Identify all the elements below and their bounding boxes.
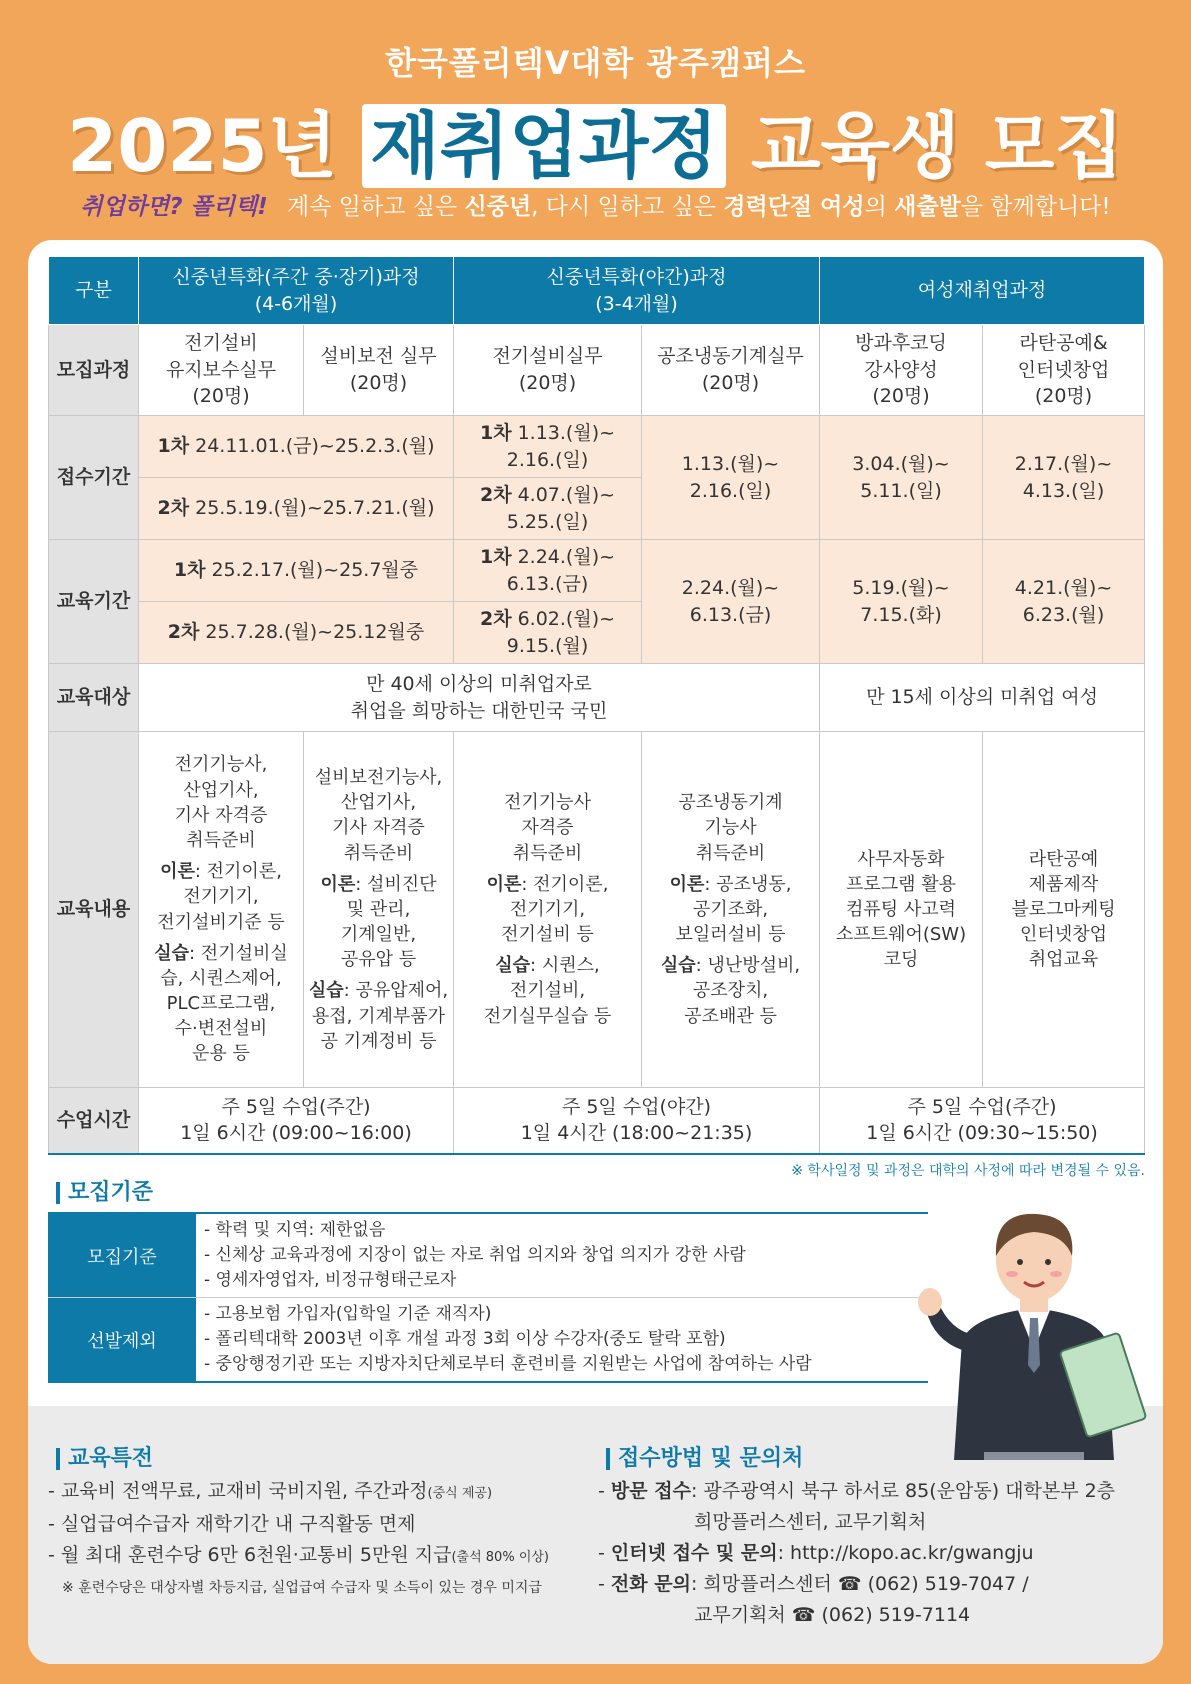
- hours-cell: 주 5일 수업(야간) 1일 4시간 (18:00~21:35): [454, 1088, 820, 1154]
- tagline-text: 계속 일하고 싶은: [287, 194, 465, 220]
- tagline-bold: 신중년: [464, 194, 532, 220]
- course-cell: 설비보전 실무 (20명): [304, 325, 454, 416]
- contact-visit-line2: 희망플러스센터, 교무기획처: [694, 1511, 927, 1533]
- table-row-reception: [49, 416, 1145, 478]
- benefit-item: - 월 최대 훈련수당 6만 6천원·교통비 5만원 지급(출석 80% 이상): [48, 1544, 550, 1566]
- course-cell: 라탄공예& 인터넷창업 (20명): [983, 325, 1145, 416]
- content-cell: 라탄공예 제품제작 블로그마케팅 인터넷창업 취업교육: [983, 732, 1145, 1088]
- row-label: 교육내용: [49, 732, 139, 1088]
- criteria-items: - 고용보험 가입자(입학일 기준 재직자) - 폴리텍대학 2003년 이후 개설 과정 3회 이상 수강자(중도 탈락 포함) - 중앙행정기관 또는 지방자치단체로부터 훈련비를 지원받는 사업에 참여하는 사람: [196, 1298, 928, 1383]
- group-header-day: 신중년특화(주간 중·장기)과정 (4-6개월): [139, 257, 454, 325]
- target-cell: 만 15세 이상의 미취업 여성: [820, 664, 1145, 732]
- criteria-table: [48, 1212, 928, 1383]
- row-label: 접수기간: [49, 416, 139, 540]
- date-cell: 2차 25.5.19.(월)~25.7.21.(월): [139, 478, 454, 540]
- criteria-row: [48, 1213, 928, 1298]
- criteria-items: - 학력 및 지역: 제한없음 - 신체상 교육과정에 지장이 없는 자로 취업 의지와 창업 의지가 강한 사람 - 영세자영업자, 비정규형태근로자: [204, 1220, 746, 1290]
- tagline-text: , 다시 일하고 싶은: [531, 194, 724, 220]
- group-header-night: 신중년특화(야간)과정 (3-4개월): [454, 257, 820, 325]
- target-cell: 만 40세 이상의 미취업자로 취업을 희망하는 대한민국 국민: [139, 664, 820, 732]
- main-title: [0, 88, 1191, 192]
- benefit-note: ※ 훈련수당은 대상자별 차등지급, 실업급여 수급자 및 소득이 있는 경우 미지급: [62, 1580, 542, 1596]
- criteria-label: 모집기준: [48, 1213, 196, 1298]
- content-cell: 공조냉동기계 기능사 취득준비 이론: 공조냉동, 공기조화, 보일러설비 등 실습: 냉난방설비, 공조장치, 공조배관 등: [642, 732, 820, 1088]
- course-cell: 방과후코딩 강사양성 (20명): [820, 325, 983, 416]
- date-cell: 3.04.(월)~ 5.11.(일): [820, 416, 983, 540]
- contact-list: [598, 1476, 1115, 1631]
- tagline-script: 취업하면? 폴리텍!: [80, 194, 268, 220]
- course-table: [48, 256, 1145, 1155]
- title-rest: 교육생 모집: [725, 104, 1124, 188]
- row-label: 교육기간: [49, 540, 139, 664]
- table-row-hours: [49, 1088, 1145, 1154]
- criteria-title: 모집기준: [56, 1182, 153, 1204]
- course-cell: 전기설비실무 (20명): [454, 325, 642, 416]
- benefit-item: - 실업급여수급자 재학기간 내 구직활동 면제: [48, 1513, 416, 1535]
- row-label: 수업시간: [49, 1088, 139, 1154]
- title-year: 2025년: [67, 104, 363, 188]
- hours-cell: 주 5일 수업(주간) 1일 6시간 (09:30~15:50): [820, 1088, 1145, 1154]
- date-cell: 2.17.(월)~ 4.13.(일): [983, 416, 1145, 540]
- content-cell: 전기기능사 자격증 취득준비 이론: 전기이론, 전기기기, 전기설비 등 실습: 시퀀스, 전기설비, 전기실무실습 등: [454, 732, 642, 1088]
- tagline-text: 을 함께합니다!: [960, 194, 1111, 220]
- row-label: 모집과정: [49, 325, 139, 416]
- benefit-item: - 교육비 전액무료, 교재비 국비지원, 주간과정(중식 제공): [48, 1480, 493, 1502]
- staff-character-illustration: [914, 1190, 1154, 1460]
- tagline-text: 의: [864, 194, 895, 220]
- content-cell: 사무자동화 프로그램 활용 컴퓨팅 사고력 소프트웨어(SW) 코딩: [820, 732, 983, 1088]
- table-row-courses: [49, 325, 1145, 416]
- criteria-row: [48, 1298, 928, 1383]
- benefits-title: 교육특전: [56, 1448, 153, 1470]
- date-cell: 2.24.(월)~ 6.13.(금): [642, 540, 820, 664]
- date-cell: 1차 1.13.(월)~ 2.16.(일): [454, 416, 642, 478]
- date-cell: 2차 6.02.(월)~ 9.15.(월): [454, 602, 642, 664]
- schedule-note: ※ 학사일정 및 과정은 대학의 사정에 따라 변경될 수 있음.: [791, 1163, 1145, 1179]
- row-label: 교육대상: [49, 664, 139, 732]
- course-cell: 공조냉동기계실무 (20명): [642, 325, 820, 416]
- contact-title: 접수방법 및 문의처: [606, 1448, 803, 1470]
- table-row-education: [49, 540, 1145, 602]
- poster-header: [0, 0, 1191, 240]
- content-card: [28, 240, 1163, 1664]
- date-cell: 1.13.(월)~ 2.16.(일): [642, 416, 820, 540]
- tagline: [0, 188, 1191, 221]
- contact-web[interactable]: - 인터넷 접수 및 문의: http://kopo.ac.kr/gwangju: [598, 1542, 1034, 1564]
- date-cell: 2차 4.07.(월)~ 5.25.(일): [454, 478, 642, 540]
- contact-visit: - 방문 접수: 광주광역시 북구 하서로 85(운암동) 대학본부 2층: [598, 1480, 1116, 1502]
- table-row-target: [49, 664, 1145, 732]
- group-header-women: 여성재취업과정: [820, 257, 1145, 325]
- date-cell: 1차 2.24.(월)~ 6.13.(금): [454, 540, 642, 602]
- content-cell: 설비보전기능사, 산업기사, 기사 자격증 취득준비 이론: 설비진단 및 관리, 기계일반, 공유압 등 실습: 공유압제어, 용접, 기계부품가 공 기계정비 등: [304, 732, 454, 1088]
- date-cell: 1차 24.11.01.(금)~25.2.3.(월): [139, 416, 454, 478]
- title-highlight: 재취업과정: [362, 104, 726, 188]
- benefits-list: [48, 1476, 549, 1604]
- date-cell: 5.19.(월)~ 7.15.(화): [820, 540, 983, 664]
- table-header-row: [49, 257, 1145, 325]
- date-cell: 2차 25.7.28.(월)~25.12월중: [139, 602, 454, 664]
- content-cell: 전기기능사, 산업기사, 기사 자격증 취득준비 이론: 전기이론, 전기기기, 전기설비기준 등 실습: 전기설비실 습, 시퀀스제어, PLC프로그램, 수·변전설비 운용 등: [139, 732, 304, 1088]
- corner-header: 구분: [49, 257, 139, 325]
- criteria-label: 선발제외: [48, 1298, 196, 1383]
- contact-phone-line2: 교무기획처 ☎ (062) 519-7114: [694, 1604, 971, 1626]
- tagline-bold: 새출발: [894, 194, 961, 220]
- contact-phone: - 전화 문의: 희망플러스센터 ☎ (062) 519-7047 /: [598, 1573, 1029, 1595]
- tagline-bold: 경력단절 여성: [723, 194, 865, 220]
- date-cell: 4.21.(월)~ 6.23.(월): [983, 540, 1145, 664]
- hours-cell: 주 5일 수업(주간) 1일 6시간 (09:00~16:00): [139, 1088, 454, 1154]
- table-row-content: [49, 732, 1145, 1088]
- course-cell: 전기설비 유지보수실무 (20명): [139, 325, 304, 416]
- date-cell: 1차 25.2.17.(월)~25.7월중: [139, 540, 454, 602]
- campus-subtitle: 한국폴리텍V대학 광주캠퍼스: [385, 44, 806, 82]
